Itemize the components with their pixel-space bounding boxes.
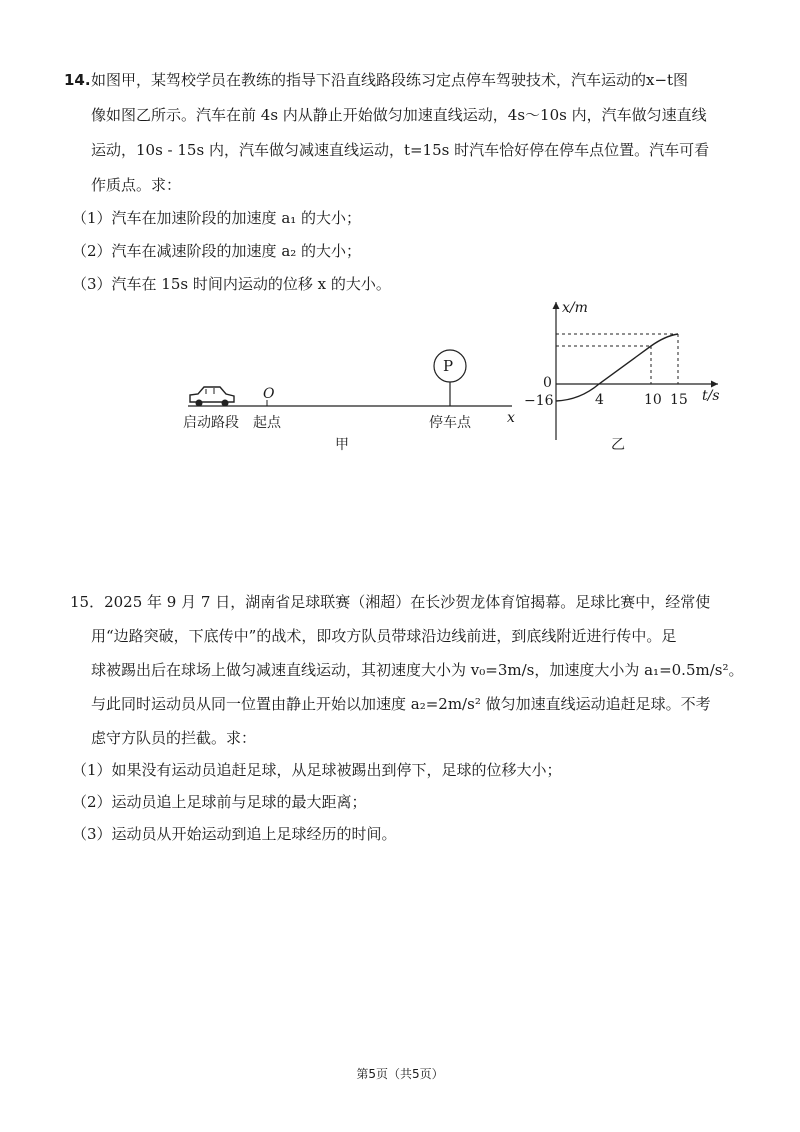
figure-caption-yi: 乙: [611, 437, 625, 453]
figure-caption-jia: 甲: [335, 437, 349, 453]
y-neg-label: −16: [524, 393, 554, 409]
xt-curve: [556, 334, 678, 401]
parking-sign-letter: P: [443, 357, 454, 375]
stop-point-label: 停车点: [429, 415, 471, 431]
x-axis-label-t: t/s: [702, 388, 720, 404]
x-axis-label: x: [507, 410, 515, 426]
q14-line-4: 作质点。求：: [91, 176, 182, 194]
q15-sub-2: （2）运动员追上足球前与足球的最大距离；: [72, 793, 367, 811]
start-point-label: 起点: [253, 415, 281, 431]
q15-line-5: 虑守方队员的拦截。求：: [91, 729, 257, 747]
question-number: 14.: [64, 71, 91, 89]
zero-label: 0: [543, 375, 552, 391]
road-diagram: [180, 340, 520, 420]
xt-graph: [520, 296, 730, 441]
q15-line-3: 球被踢出后在球场上做匀减速直线运动，其初速度大小为 v₀=3m/s，加速度大小为 a₁=0.5m/s²。: [91, 661, 744, 679]
page-footer: 第5页（共5页）: [356, 1067, 444, 1081]
q15-line-2: 用“边路突破，下底传中”的战术，即攻方队员带球沿边线前进，到底线附近进行传中。足: [91, 627, 677, 645]
q14-sub-2: （2）汽车在减速阶段的加速度 a₂ 的大小；: [72, 242, 362, 260]
q14-sub-3: （3）汽车在 15s 时间内运动的位移 x 的大小。: [72, 275, 391, 293]
q15-sub-3: （3）运动员从开始运动到追上足球经历的时间。: [72, 825, 397, 843]
q14-sub-1: （1）汽车在加速阶段的加速度 a₁ 的大小；: [72, 209, 362, 227]
origin-label: O: [263, 386, 275, 402]
y-axis-label: x/m: [562, 300, 588, 316]
q15-line-1: 15．2025 年 9 月 7 日，湖南省足球联赛（湘超）在长沙贺龙体育馆揭幕。足球比赛中，经常使: [70, 593, 711, 611]
q14-line-3: 运动，10s - 15s 内，汽车做匀减速直线运动，t=15s 时汽车恰好停在停车点位置。汽车可看: [91, 141, 710, 159]
tick-15: 15: [670, 392, 688, 408]
q15-line-4: 与此同时运动员从同一位置由静止开始以加速度 a₂=2m/s² 做匀加速直线运动追赶足球。不考: [91, 695, 711, 713]
start-segment-label: 启动路段: [183, 415, 239, 431]
car-icon: [190, 387, 234, 407]
guide-lines: [556, 334, 678, 384]
q15-sub-1: （1）如果没有运动员追赶足球，从足球被踢出到停下，足球的位移大小；: [72, 761, 562, 779]
q14-line-2: 像如图乙所示。汽车在前 4s 内从静止开始做匀加速直线运动，4s～10s 内，汽车做匀速直线: [91, 106, 707, 124]
q14-line-1: 如图甲，某驾校学员在教练的指导下沿直线路段练习定点停车驾驶技术，汽车运动的x−t图: [91, 71, 689, 89]
tick-10: 10: [644, 392, 662, 408]
tick-4: 4: [595, 392, 604, 408]
